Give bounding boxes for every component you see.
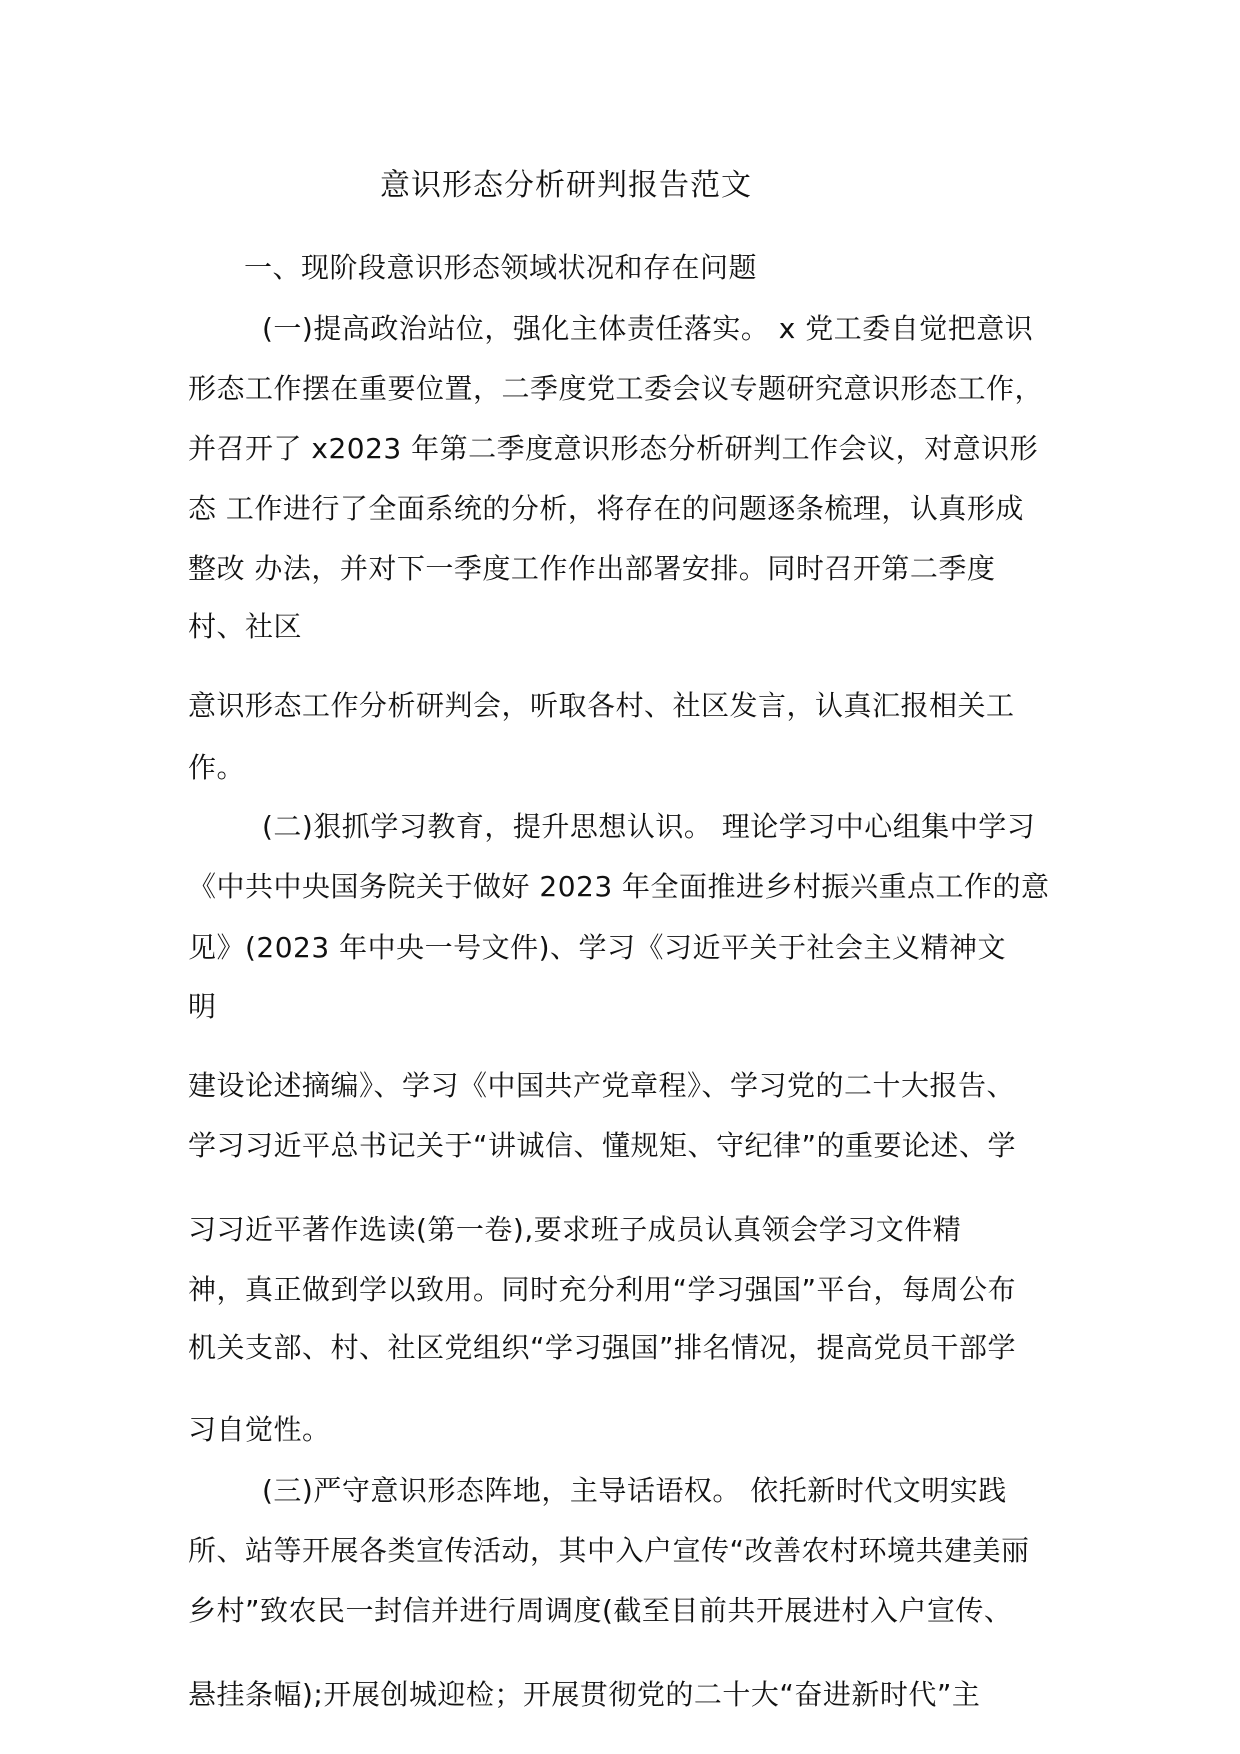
paragraph-line: 机关支部、村、社区党组织“学习强国”排名情况，提高党员干部学: [188, 1331, 1017, 1364]
paragraph-line: 村、社区: [188, 610, 303, 643]
paragraph-line: 乡村”致农民一封信并进行周调度(截至目前共开展进村入户宣传、: [188, 1594, 1013, 1627]
paragraph-line: 所、站等开展各类宣传活动，其中入户宣传“改善农村环境共建美丽: [188, 1534, 1030, 1567]
paragraph-line: 意识形态工作分析研判会，听取各村、社区发言，认真汇报相关工: [188, 689, 1015, 722]
paragraph-line: 见》(2023 年中央一号文件)、学习《习近平关于社会主义精神文: [188, 931, 1007, 964]
paragraph-line: (三)严守意识形态阵地，主导话语权。 依托新时代文明实践: [262, 1474, 1007, 1507]
paragraph-line: (一)提高政治站位，强化主体责任落实。 x 党工委自觉把意识: [262, 312, 1034, 345]
paragraph-line: 建设论述摘编》、学习《中国共产党章程》、学习党的二十大报告、: [188, 1069, 1016, 1102]
paragraph-line: 态 工作进行了全面系统的分析，将存在的问题逐条梳理，认真形成: [188, 492, 1024, 525]
paragraph-line: 明: [188, 990, 217, 1023]
section-heading: 一、现阶段意识形态领域状况和存在问题: [244, 251, 758, 284]
paragraph-line: 悬挂条幅);开展创城迎检；开展贯彻党的二十大“奋进新时代”主: [188, 1678, 981, 1711]
paragraph-line: 学习习近平总书记关于“讲诚信、懂规矩、守纪律”的重要论述、学: [188, 1129, 1017, 1162]
document-title: 意识形态分析研判报告范文: [380, 168, 752, 203]
paragraph-line: (二)狠抓学习教育，提升思想认识。 理论学习中心组集中学习: [262, 810, 1036, 843]
paragraph-line: 习习近平著作选读(第一卷),要求班子成员认真领会学习文件精: [188, 1213, 962, 1246]
paragraph-line: 习自觉性。: [188, 1413, 331, 1446]
paragraph-line: 并召开了 x2023 年第二季度意识形态分析研判工作会议，对意识形: [188, 432, 1039, 465]
paragraph-line: 整改 办法，并对下一季度工作作出部署安排。同时召开第二季度: [188, 552, 996, 585]
paragraph-line: 作。: [188, 751, 246, 784]
paragraph-line: 神，真正做到学以致用。同时充分利用“学习强国”平台，每周公布: [188, 1273, 1017, 1306]
paragraph-line: 《中共中央国务院关于做好 2023 年全面推进乡村振兴重点工作的意: [188, 870, 1050, 903]
paragraph-line: 形态工作摆在重要位置，二季度党工委会议专题研究意识形态工作，: [188, 372, 1044, 405]
